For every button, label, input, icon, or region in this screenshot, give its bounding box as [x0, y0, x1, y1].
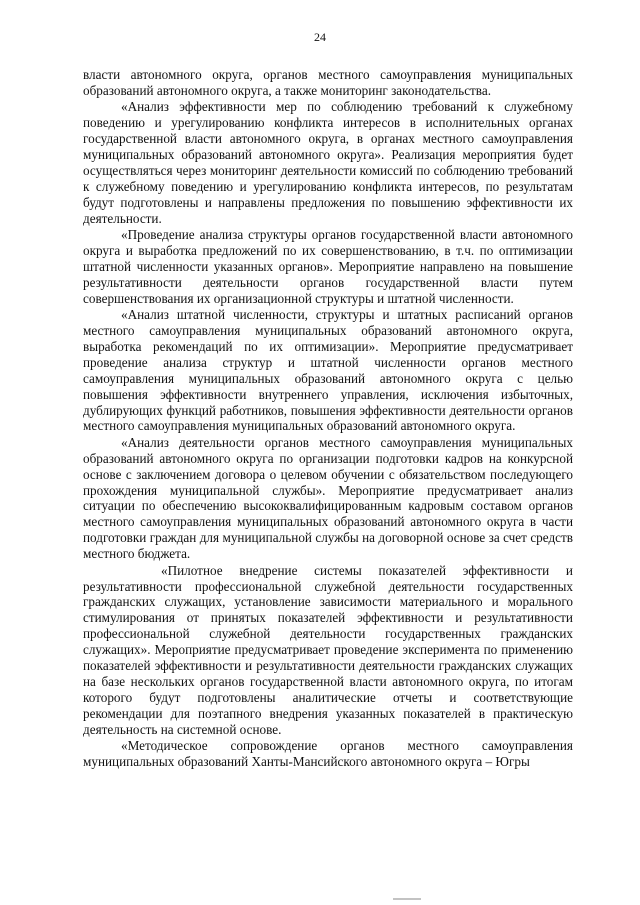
paragraph-structure-analysis: «Проведение анализа структуры органов государственной власти автономного округа и выработка предложений по их совершенствованию, в т.ч. по оптимизации штатной численности указанных органов». Мероприятие направлено на повышение результативности деятельности органов государственной власти путем совершенствования их организационной структуры и штатной численности. — [83, 227, 573, 306]
scan-artifact — [393, 898, 421, 900]
paragraph-continuation: власти автономного округа, органов местного самоуправления муниципальных образований автономного округа, а также мониторинг законодательства. — [83, 67, 573, 98]
paragraph-conflict-of-interest: «Анализ эффективности мер по соблюдению требований к служебному поведению и урегулированию конфликта интересов в исполнительных органах государственной власти автономного округа, в органах местного самоуправления муниципальных образований автономного округа». Реализация мероприятия будет осуществляться через мониторинг деятельности комиссий по соблюдению требований к служебному поведению и урегулированию конфликта интересов, по результатам будут подготовлены и направлены предложения по повышению эффективности их деятельности. — [83, 99, 573, 226]
page-number: 24 — [314, 30, 326, 44]
document-body — [83, 67, 573, 770]
paragraph-staffing-analysis: «Анализ штатной численности, структуры и штатных расписаний органов местного самоуправления муниципальных образований автономного округа, выработка рекомендаций по их оптимизации». Мероприятие предусматривает проведение анализа структур и штатной численности органов местного самоуправления муниципальных образований автономного округа с целью повышения эффективности внутреннего управления, исключения избыточных, дублирующих функций работников, повышения эффективности деятельности органов местного самоуправления муниципальных образований автономного округа. — [83, 307, 573, 434]
paragraph-personnel-training: «Анализ деятельности органов местного самоуправления муниципальных образований автономного округа по организации подготовки кадров на конкурсной основе с заключением договора о целевом обучении с обязательством последующего прохождения муниципальной службы». Мероприятие предусматривает анализ ситуации по обеспечению высококвалифицированным кадровым составом органов местного самоуправления муниципальных образований автономного округа в части подготовки граждан для муниципальной службы на договорной основе за счет средств местного бюджета. — [83, 434, 573, 562]
paragraph-methodological-support: «Методическое сопровождение органов местного самоуправления муниципальных образований Ханты-Мансийского автономного округа – Югры — [83, 738, 573, 769]
paragraph-pilot-performance-indicators: «Пилотное внедрение системы показателей эффективности и результативности профессиональной служебной деятельности государственных гражданских служащих, установление зависимости материального и морального стимулирования от принятых показателей эффективности и результативности профессиональной служебной деятельности государственных гражданских служащих». Мероприятие предусматривает проведение эксперимента по применению показателей эффективности и результативности деятельности гражданских служащих на базе нескольких органов государственной власти автономного округа, по итогам которого будут подготовлены аналитические отчеты и соответствующие рекомендации для поэтапного внедрения указанных показателей в практическую деятельность на системной основе. — [83, 562, 573, 737]
